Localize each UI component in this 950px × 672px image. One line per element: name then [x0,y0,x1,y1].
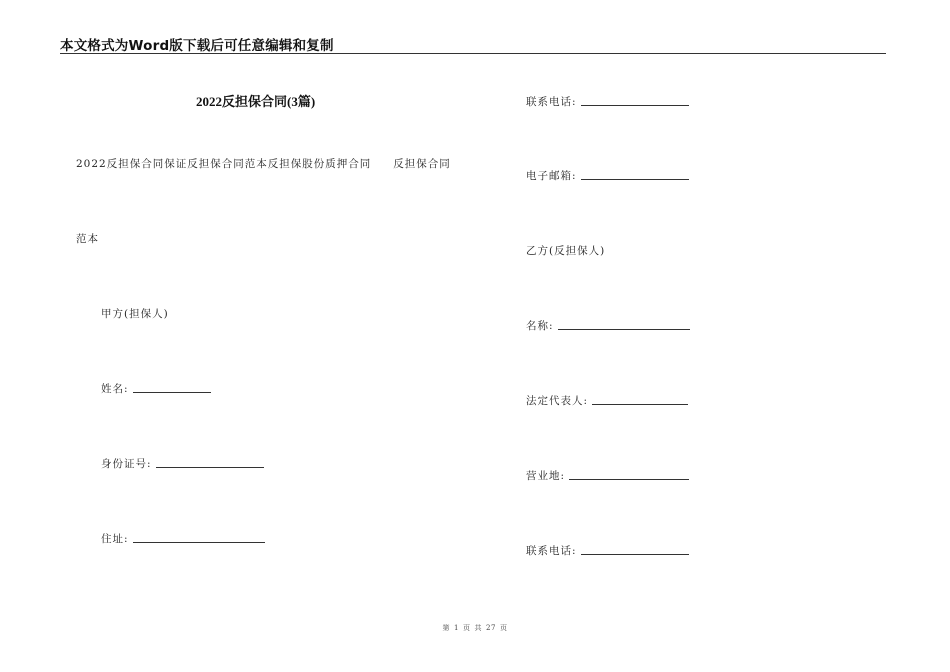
business-address-label: 营业地: [526,470,566,482]
name-field [101,381,211,396]
party-b-heading: 乙方(反担保人) [526,245,606,257]
footer-total-unit: 页 [499,624,508,632]
footer-total-pages: 27 [486,624,496,632]
company-name-label: 名称: [526,320,554,332]
phone-field-a [526,94,689,109]
business-address-field [526,468,689,483]
email-blank [581,169,689,180]
subtitle-line [76,156,451,171]
subtitle-wrap: 范本 [76,233,99,245]
phone-label-a: 联系电话: [526,96,577,108]
id-number-field [101,456,264,471]
legal-rep-field [526,393,688,408]
document-title: 2022反担保合同(3篇) [196,94,316,109]
address-field [101,531,265,546]
name-label: 姓名: [101,383,129,395]
subtitle-part-1: 2022反担保合同保证反担保合同范本反担保股份质押合同 [76,158,372,170]
footer-current-page: 1 [454,624,460,632]
subtitle-part-2: 反担保合同 [393,158,451,170]
page-footer [0,623,950,633]
legal-rep-blank [592,394,688,405]
company-name-field [526,318,690,333]
id-number-blank [156,457,264,468]
email-field [526,168,689,183]
party-a-heading: 甲方(担保人) [101,308,169,320]
email-label: 电子邮箱: [526,170,577,182]
phone-blank-a [581,95,689,106]
name-blank [133,382,211,393]
phone-blank-b [581,544,689,555]
header-note: 本文格式为Word版下载后可任意编辑和复制 [60,38,334,54]
business-address-blank [569,469,689,480]
address-blank [133,532,265,543]
footer-page-unit: 页 [463,624,471,632]
phone-field-b [526,543,689,558]
company-name-blank [558,319,690,330]
legal-rep-label: 法定代表人: [526,395,589,407]
footer-total-prefix: 共 [474,624,483,632]
id-number-label: 身份证号: [101,458,152,470]
address-label: 住址: [101,533,129,545]
phone-label-b: 联系电话: [526,545,577,557]
footer-prefix: 第 [442,624,451,632]
page-header [60,34,886,54]
